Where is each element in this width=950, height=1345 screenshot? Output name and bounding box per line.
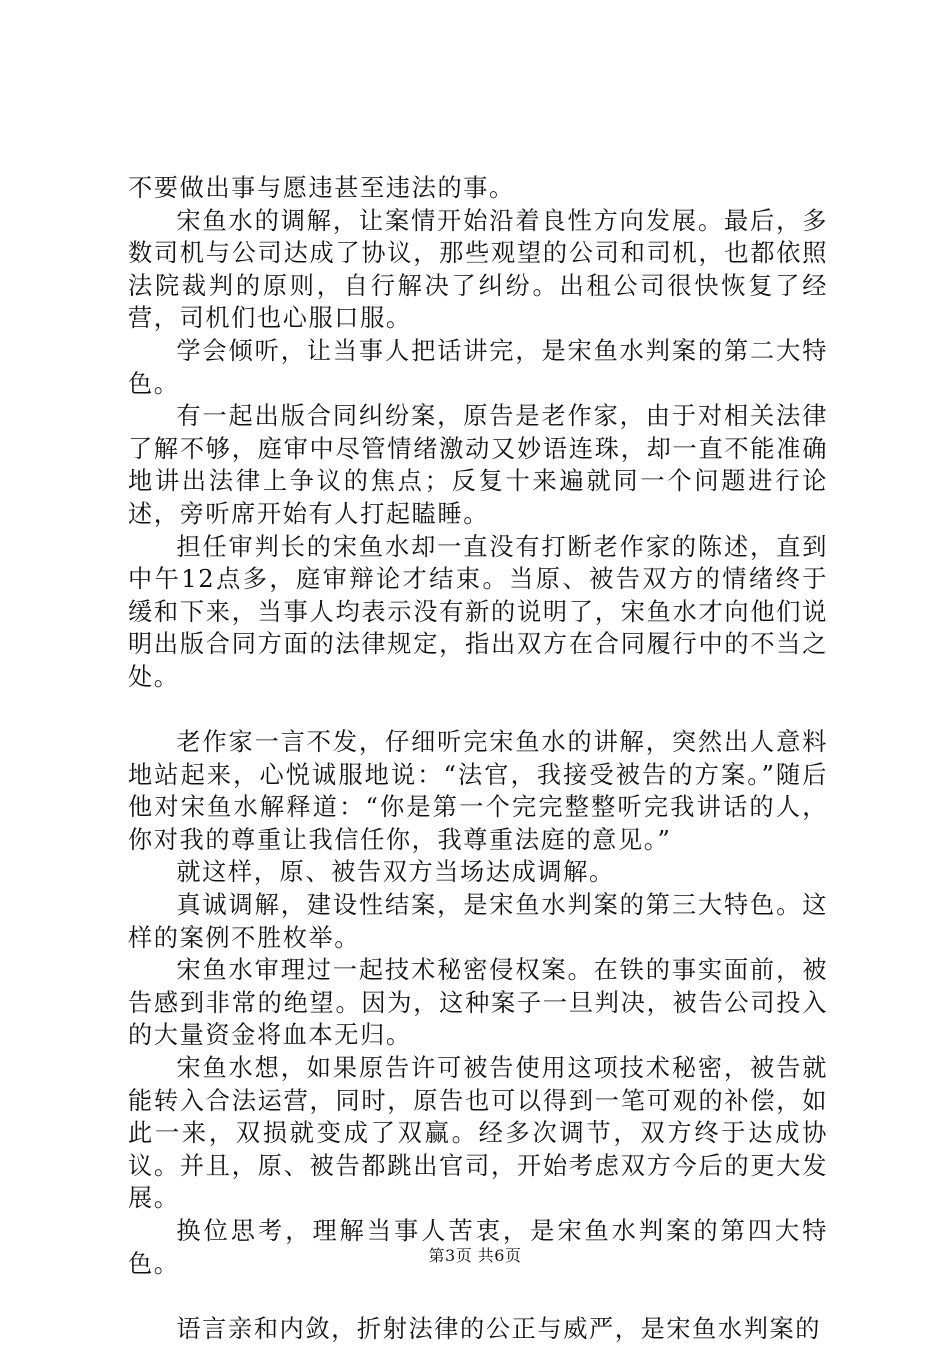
paragraph-6: 老作家一言不发，仔细听完宋鱼水的讲解，突然出人意料地站起来，心悦诚服地说：“法官，我接受被告的方案。”随后他对宋鱼水解释道：“你是第一个完完整整听完我讲话的人，你对我的尊重让我信任你，我尊重法庭的意见。” (128, 728, 828, 854)
paragraph-11: 换位思考，理解当事人苦衷，是宋鱼水判案的第四大特色。 (128, 1217, 828, 1278)
paragraph-5: 担任审判长的宋鱼水却一直没有打断老作家的陈述，直到中午12点多，庭审辩论才结束。当原、被告双方的情绪终于缓和下来，当事人均表示没有新的说明了，宋鱼水才向他们说明出版合同方面的法律规定，指出双方在合同履行中的不当之处。 (128, 532, 828, 691)
paragraph-3: 学会倾听，让当事人把话讲完，是宋鱼水判案的第二大特色。 (128, 336, 828, 398)
paragraph-12: 语言亲和内敛，折射法律的公正与威严，是宋鱼水判案的 (176, 1314, 822, 1343)
paragraph-2: 宋鱼水的调解，让案情开始沿着良性方向发展。最后，多数司机与公司达成了协议，那些观望的公司和司机，也都依照法院裁判的原则，自行解决了纠纷。出租公司很快恢复了经营，司机们也心服口服。 (128, 206, 828, 333)
paragraph-10: 宋鱼水想，如果原告许可被告使用这项技术秘密，被告就能转入合法运营，同时，原告也可以得到一笔可观的补偿，如此一来，双损就变成了双赢。经多次调节，双方终于达成协议。并且，原、被告都跳出官司，开始考虑双方今后的更大发展。 (128, 1054, 828, 1213)
paragraph-4: 有一起出版合同纠纷案，原告是老作家，由于对相关法律了解不够，庭审中尽管情绪激动又妙语连珠，却一直不能准确地讲出法律上争议的焦点；反复十来遍就同一个问题进行论述，旁听席开始有人打起瞌睡。 (128, 402, 828, 528)
paragraph-7: 就这样，原、被告双方当场达成调解。 (176, 858, 615, 887)
paragraph-8: 真诚调解，建设性结案，是宋鱼水判案的第三大特色。这样的案例不胜枚举。 (128, 891, 828, 952)
document-body (128, 172, 828, 1345)
paragraph-1: 不要做出事与愿违甚至违法的事。 (128, 174, 515, 202)
page-footer: 第3页 共6页 (428, 1246, 522, 1265)
paragraph-9: 宋鱼水审理过一起技术秘密侵权案。在铁的事实面前，被告感到非常的绝望。因为，这种案子一旦判决，被告公司投入的大量资金将血本无归。 (128, 956, 828, 1050)
